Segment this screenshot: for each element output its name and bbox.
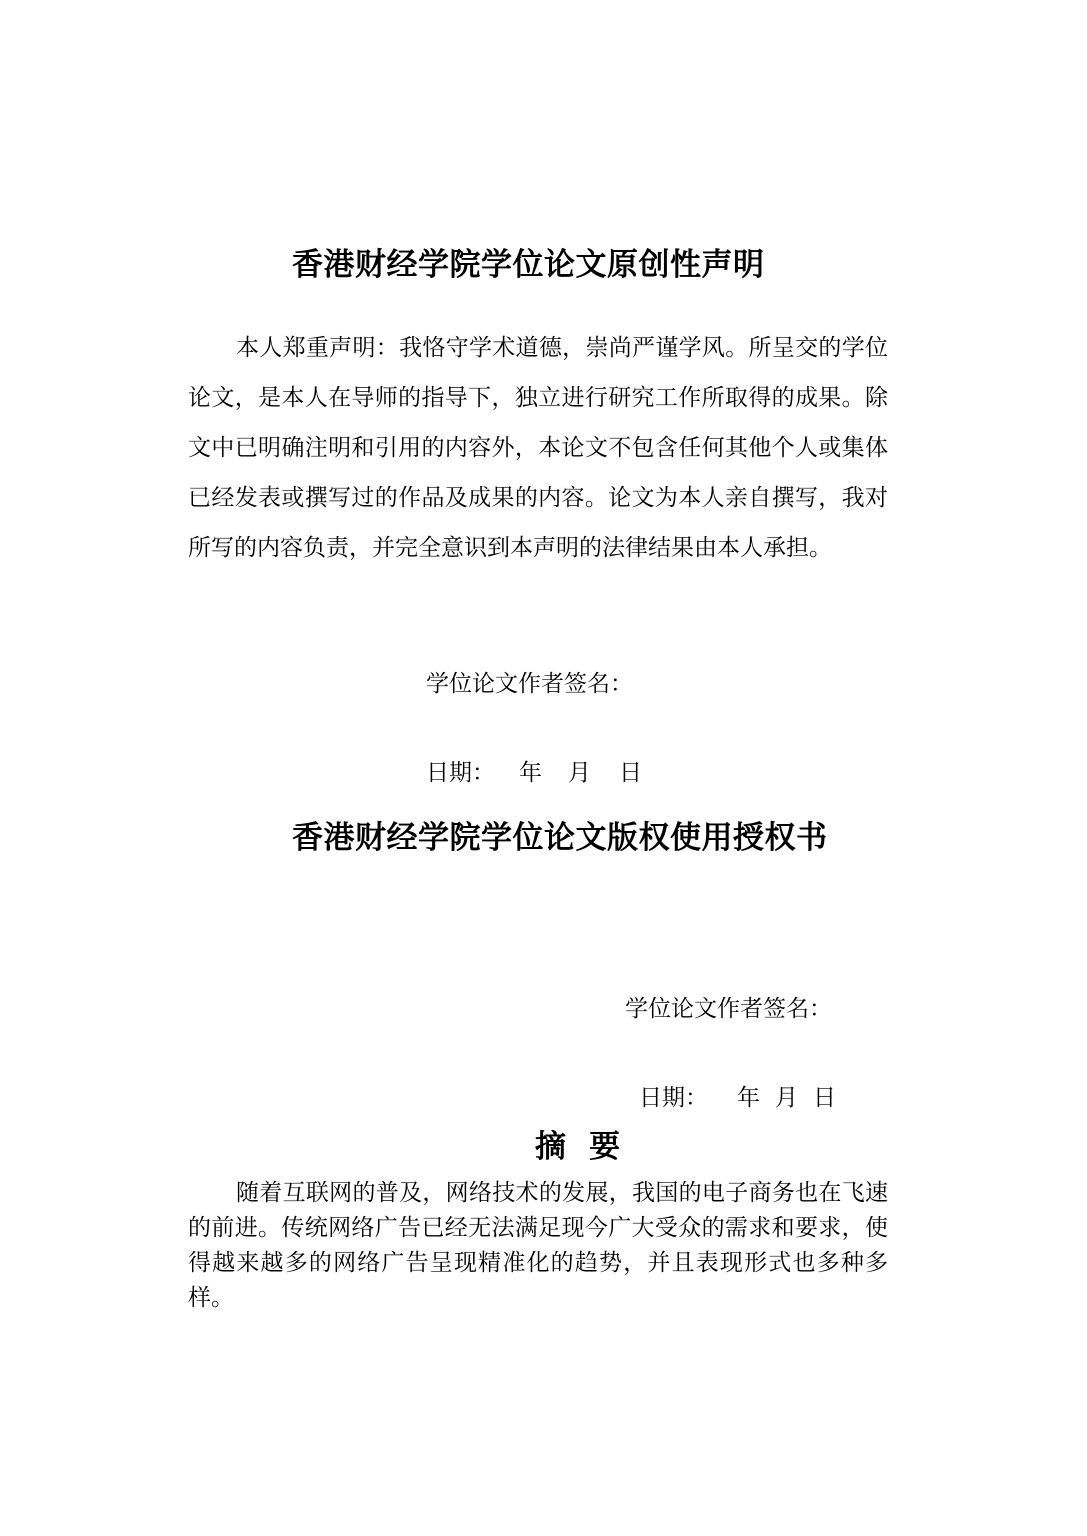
declaration-date-year: 年 (519, 760, 542, 786)
declaration-signature-label: 学位论文作者签名： (426, 671, 633, 697)
declaration-date-day: 日 (619, 760, 642, 786)
declaration-date-label: 日期： (426, 760, 495, 786)
declaration-body: 本人郑重声明：我恪守学术道德，崇尚严谨学风。所呈交的学位论文，是本人在导师的指导下，独立进行研究工作所取得的成果。除文中已明确注明和引用的内容外，本论文不包含任何其他个人或集体已经发表或撰写过的作品及成果的内容。论文为本人亲自撰写，我对所写的内容负责，并完全意识到本声明的法律结果由本人承担。 (188, 335, 888, 561)
authorization-title: 香港财经学院学位论文版权使用授权书 (292, 820, 828, 856)
abstract-body: 随着互联网的普及，网络技术的发展，我国的电子商务也在飞速的前进。传统网络广告已经无法满足现今广大受众的需求和要求，使得越来越多的网络广告呈现精准化的趋势，并且表现形式也多种多样。 (188, 1180, 888, 1311)
declaration-date-month: 月 (568, 760, 591, 786)
authorization-signature-label: 学位论文作者签名： (625, 996, 832, 1022)
abstract-title: 摘 要 (535, 1129, 621, 1165)
authorization-date-year: 年 (737, 1085, 760, 1111)
declaration-title: 香港财经学院学位论文原创性声明 (292, 247, 765, 283)
authorization-date-label: 日期： (639, 1085, 708, 1111)
authorization-date-month: 月 (775, 1085, 798, 1111)
authorization-date-day: 日 (813, 1085, 836, 1111)
